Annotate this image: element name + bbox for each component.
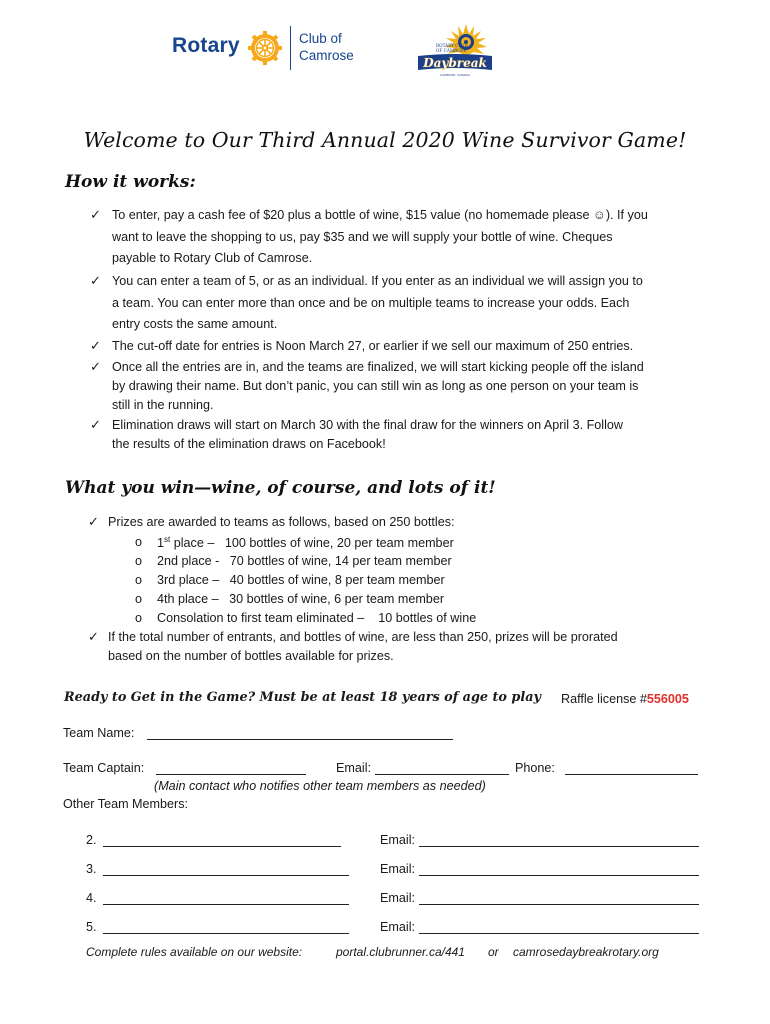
- member-email-label: Email:: [380, 920, 415, 934]
- raffle-license: [561, 692, 689, 706]
- bullet-icon: o: [135, 535, 143, 549]
- member-email-field[interactable]: [419, 846, 699, 847]
- rotary-wordmark: Rotary: [172, 34, 240, 57]
- prize-place-suffix: st: [164, 535, 171, 544]
- bullet-icon: o: [135, 573, 143, 587]
- other-members-label: Other Team Members:: [63, 797, 189, 811]
- captain-phone-label: Phone:: [515, 761, 555, 775]
- team-captain-field[interactable]: [156, 774, 306, 775]
- how-item-line: want to leave the shopping to us, pay $35 and we will supply your bottle of wine. Cheques: [112, 229, 613, 244]
- check-icon: ✓: [90, 359, 101, 374]
- member-number: 4.: [86, 891, 97, 905]
- bullet-icon: o: [135, 611, 143, 625]
- prize-item: [157, 573, 445, 587]
- club-name: [299, 30, 354, 64]
- how-item-line: a team. You can enter more than once and be on multiple teams to increase your odds. Each: [112, 295, 630, 310]
- how-item-line: Elimination draws will start on March 30 with the final draw for the winners on April 3. Follow: [112, 418, 623, 432]
- how-item-line: the results of the elimination draws on Facebook!: [112, 437, 386, 451]
- how-it-works-heading: How it works:: [65, 172, 196, 192]
- what-you-win-heading: What you win—wine, of course, and lots of it!: [65, 478, 496, 498]
- member-number: 3.: [86, 862, 97, 876]
- rotary-wheel-icon: [247, 30, 283, 66]
- prorate-line2: based on the number of bottles available for prizes.: [108, 649, 394, 663]
- member-email-field[interactable]: [419, 875, 699, 876]
- member-name-field[interactable]: [103, 933, 349, 934]
- member-number: 5.: [86, 920, 97, 934]
- member-number: 2.: [86, 833, 97, 847]
- how-item-line: by drawing their name. But don’t panic, you can still win as long as one person on your team is: [112, 379, 639, 393]
- check-icon: ✓: [90, 207, 101, 222]
- prize-place: 4th place – 30 bottles of wine, 6 per team member: [157, 592, 445, 606]
- check-icon: ✓: [88, 629, 99, 644]
- captain-note: (Main contact who notifies other team members as needed): [154, 779, 486, 793]
- page-title: Welcome to Our Third Annual 2020 Wine Survivor Game!: [83, 128, 687, 152]
- club-name-line2: Camrose: [299, 48, 354, 63]
- captain-phone-field[interactable]: [565, 774, 698, 775]
- team-name-field[interactable]: [147, 739, 453, 740]
- captain-email-label: Email:: [336, 761, 371, 775]
- how-item-line: To enter, pay a cash fee of $20 plus a bottle of wine, $15 value (no homemade please ☺). If you: [112, 208, 648, 222]
- club-name-line1: Club of: [299, 31, 342, 46]
- check-icon: ✓: [90, 273, 101, 288]
- member-email-label: Email:: [380, 891, 415, 905]
- prize-place: 3rd place – 40 bottles of wine, 8 per team member: [157, 573, 445, 587]
- prize-item: [157, 554, 452, 568]
- prize-item: [157, 592, 444, 606]
- member-email-field[interactable]: [419, 933, 699, 934]
- daybreak-line1: ROTARY CLUB: [436, 43, 468, 48]
- team-captain-label: Team Captain:: [63, 761, 145, 775]
- how-item-line: entry costs the same amount.: [112, 317, 278, 331]
- website-link-2[interactable]: camrosedaybreakrotary.org: [513, 945, 659, 959]
- bullet-icon: o: [135, 592, 143, 606]
- raffle-license-label: Raffle license #: [561, 692, 647, 706]
- how-item-line: The cut-off date for entries is Noon March 27, or earlier if we sell our maximum of 250 entries.: [112, 339, 634, 353]
- captain-email-field[interactable]: [375, 774, 509, 775]
- prize-place: Consolation to first team eliminated – 10 bottles of wine: [157, 611, 477, 625]
- prorate-line1: If the total number of entrants, and bottles of wine, are less than 250, prizes will be prorated: [108, 630, 618, 644]
- check-icon: ✓: [90, 338, 101, 353]
- prizes-intro: Prizes are awarded to teams as follows, based on 250 bottles:: [108, 515, 455, 529]
- raffle-license-number: 556005: [646, 692, 689, 706]
- member-name-field[interactable]: [103, 875, 349, 876]
- rotary-club-logo: [172, 26, 362, 70]
- daybreak-line3: CAMROSE, CANADA: [440, 73, 470, 77]
- member-name-field[interactable]: [103, 846, 341, 847]
- prize-item: [157, 611, 476, 625]
- check-icon: ✓: [88, 514, 99, 529]
- daybreak-wordmark: Daybreak: [423, 56, 487, 70]
- ready-heading: Ready to Get in the Game? Must be at least 18 years of age to play: [64, 690, 541, 705]
- prize-place: 2nd place - 70 bottles of wine, 14 per team member: [157, 554, 452, 568]
- how-item-line: payable to Rotary Club of Camrose.: [112, 251, 313, 265]
- or-text: or: [488, 945, 499, 959]
- member-name-field[interactable]: [103, 904, 349, 905]
- member-email-label: Email:: [380, 862, 415, 876]
- bullet-icon: o: [135, 554, 143, 568]
- member-email-label: Email:: [380, 833, 415, 847]
- how-item-line: You can enter a team of 5, or as an individual. If you enter as an individual we will assign you to: [112, 274, 643, 288]
- website-link-1[interactable]: portal.clubrunner.ca/441: [336, 945, 465, 959]
- prize-place: 1: [157, 536, 165, 551]
- rules-text: Complete rules available on our website:: [86, 945, 303, 959]
- check-icon: ✓: [90, 417, 101, 432]
- prize-detail: place – 100 bottles of wine, 20 per team member: [170, 536, 454, 551]
- prize-item: [157, 535, 454, 550]
- how-item-line: still in the running.: [112, 398, 214, 412]
- member-email-field[interactable]: [419, 904, 699, 905]
- logo-divider: [290, 26, 291, 70]
- daybreak-rotary-logo: [414, 22, 496, 78]
- team-name-label: Team Name:: [63, 726, 135, 740]
- how-item-line: Once all the entries are in, and the teams are finalized, we will start kicking people off the island: [112, 360, 644, 374]
- daybreak-line2: OF CAMROSE: [436, 48, 467, 53]
